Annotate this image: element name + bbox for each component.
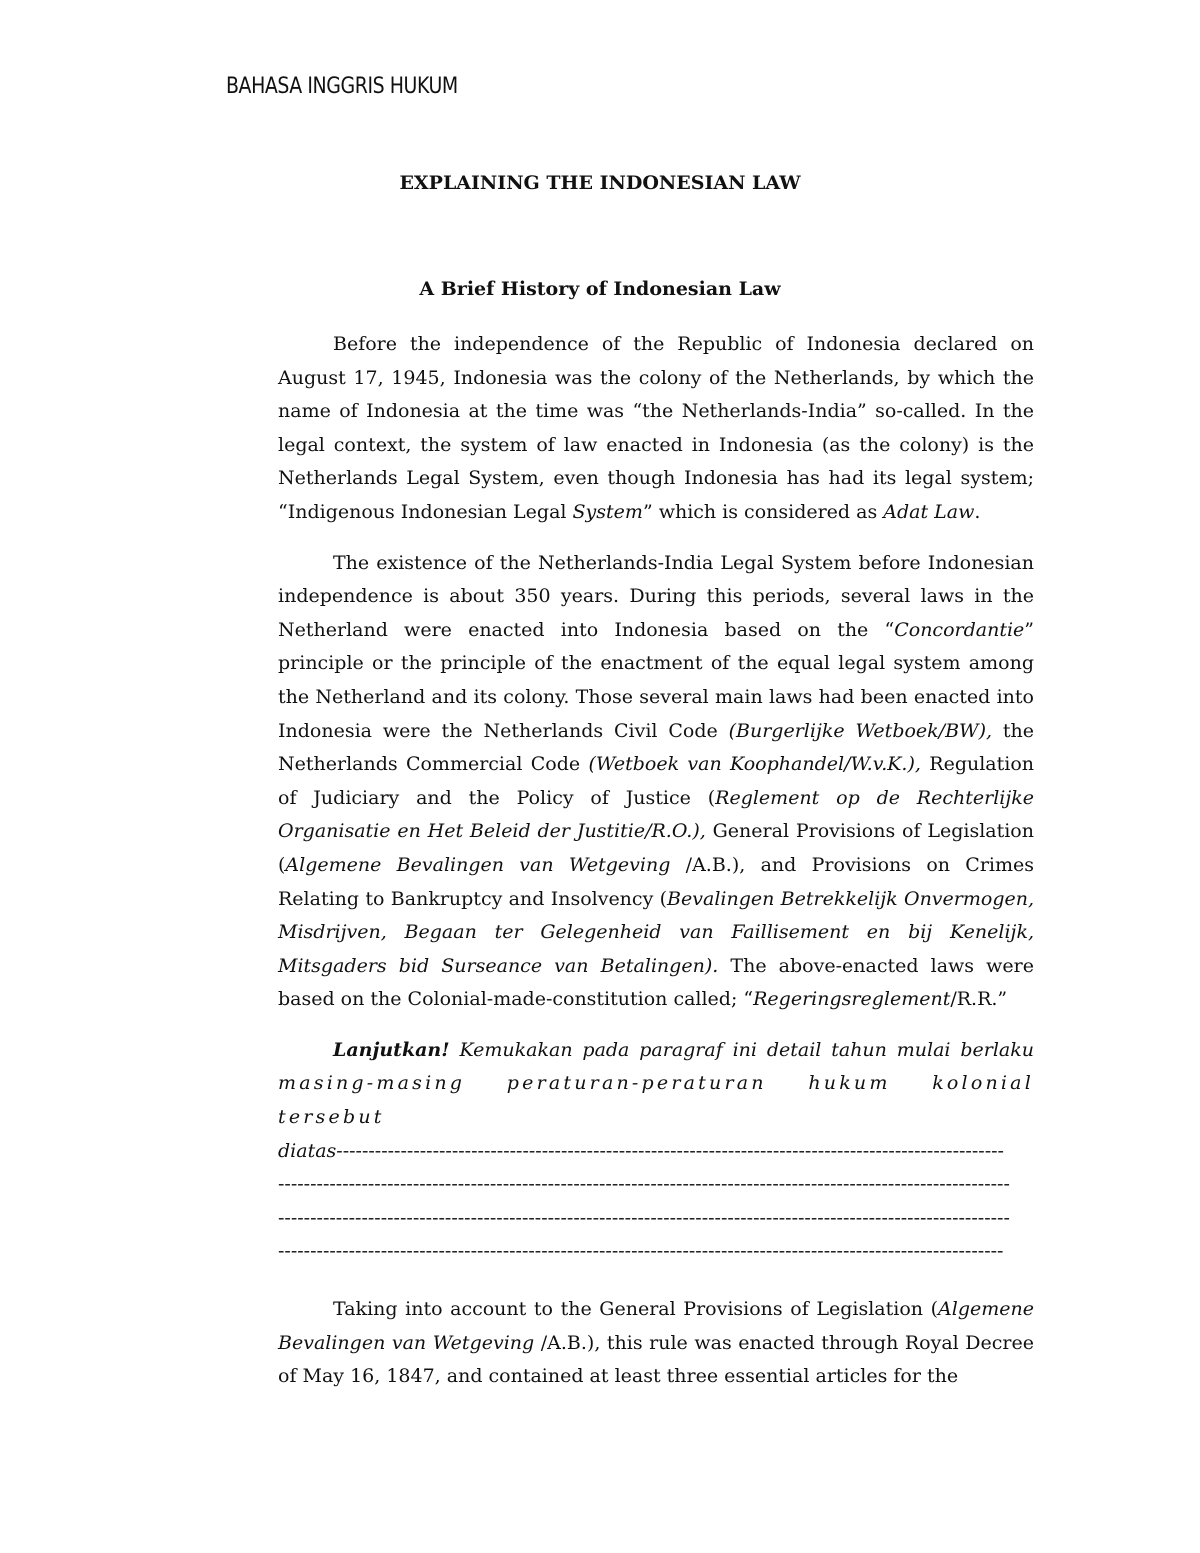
italic-run: Regeringsreglement <box>753 988 951 1011</box>
instruction-label: Lanjutkan! <box>333 1038 450 1061</box>
document-header: BAHASA INGGRIS HUKUM <box>226 74 458 99</box>
answer-dashes: -------------------------------------------------------------------------------------------------------- <box>336 1139 1004 1162</box>
italic-run: Algemene Bevalingen van Wetgeving <box>278 1298 1034 1354</box>
italic-run: Algemene Bevalingen van Wetgeving <box>285 853 671 876</box>
instruction-text: diatas <box>278 1139 337 1162</box>
text-run: The above-enacted laws were based on the Colonial-made-constitution called; “ <box>278 954 1034 1011</box>
text-run: . <box>974 500 981 523</box>
instruction-text: masing-masing peraturan-peraturan hukum kolonial tersebut <box>278 1072 1034 1129</box>
answer-line[interactable] <box>278 1202 1034 1236</box>
text-run: /A.B.), and Provisions on Crimes Relating to Bankruptcy and Insolvency ( <box>278 853 1035 910</box>
italic-run: Adat Law <box>883 500 975 523</box>
document-body <box>278 328 1034 1411</box>
paragraph-colonial-laws <box>278 547 1034 1017</box>
answer-dashes: ----------------------------------------------------------------------------------------------------------------- <box>278 1240 1004 1263</box>
text-run: the Netherlands Commercial Code <box>278 719 1035 776</box>
answer-line[interactable] <box>278 1135 1034 1169</box>
instruction-line-2 <box>278 1067 1034 1134</box>
paragraph-general-provisions <box>278 1293 1034 1394</box>
text-run: Before the independence of the Republic of Indonesia declared on August 17, 1945, Indonesia was the colony of the Netherlands, by which the name of Indonesia at the time was “the Netherlands-India” so-called. In the legal context, the system of law enacted in Indonesia (as the colony) is the Netherlands Legal System, even though Indonesia has had its legal system; “Indigenous Indonesian Legal <box>278 333 1034 523</box>
text-run: ” principle or the principle of the enactment of the equal legal system among the Netherland and its colony. Those several main laws had been enacted into Indonesia were the Netherlands Civil Code <box>278 618 1034 742</box>
text-run: Regulation of Judiciary and the Policy of Justice ( <box>278 753 1035 809</box>
italic-run: Reglement op de Rechterlijke Organisatie en Het Beleid der Justitie/R.O.), <box>278 786 1034 843</box>
text-run: The existence of the Netherlands-India Legal System before Indonesian independence is about 350 years. During this periods, several laws in the Netherland were enacted into Indonesia based on the “ <box>278 551 1034 641</box>
answer-line[interactable] <box>278 1235 1034 1269</box>
text-run: ” which is considered as <box>642 500 884 523</box>
italic-run: (Burgerlijke Wetboek/BW), <box>728 719 993 742</box>
instruction-line-1 <box>278 1034 1034 1068</box>
answer-dashes: ------------------------------------------------------------------------------------------------------------------ <box>278 1206 1010 1229</box>
instruction-text: Kemukakan pada paragraf ini detail tahun mulai berlaku <box>449 1038 1034 1061</box>
italic-run: Bevalingen Betrekkelijk Onvermogen, Misdrijven, Begaan ter Gelegenheid van Faillisement en bij Kenelijk, Mitsgaders bid Surseance van Betalingen). <box>278 887 1035 977</box>
italic-run: Concordantie <box>894 618 1025 641</box>
text-run: /R.R.” <box>950 988 1008 1011</box>
italic-run: (Wetboek van Koophandel/W.v.K.), <box>588 753 921 776</box>
answer-dashes: ------------------------------------------------------------------------------------------------------------------ <box>278 1173 1010 1196</box>
text-run: General Provisions of Legislation ( <box>278 820 1034 876</box>
italic-run: System <box>572 500 643 523</box>
document-title: EXPLAINING THE INDONESIAN LAW <box>399 172 801 194</box>
section-heading: A Brief History of Indonesian Law <box>419 278 781 300</box>
exercise-instruction <box>278 1034 1034 1269</box>
paragraph-history-intro <box>278 328 1034 530</box>
text-run: Taking into account to the General Provisions of Legislation ( <box>333 1298 939 1321</box>
answer-line[interactable] <box>278 1168 1034 1202</box>
text-run: /A.B.), this rule was enacted through Royal Decree of May 16, 1847, and contained at least three essential articles for the <box>278 1331 1034 1388</box>
